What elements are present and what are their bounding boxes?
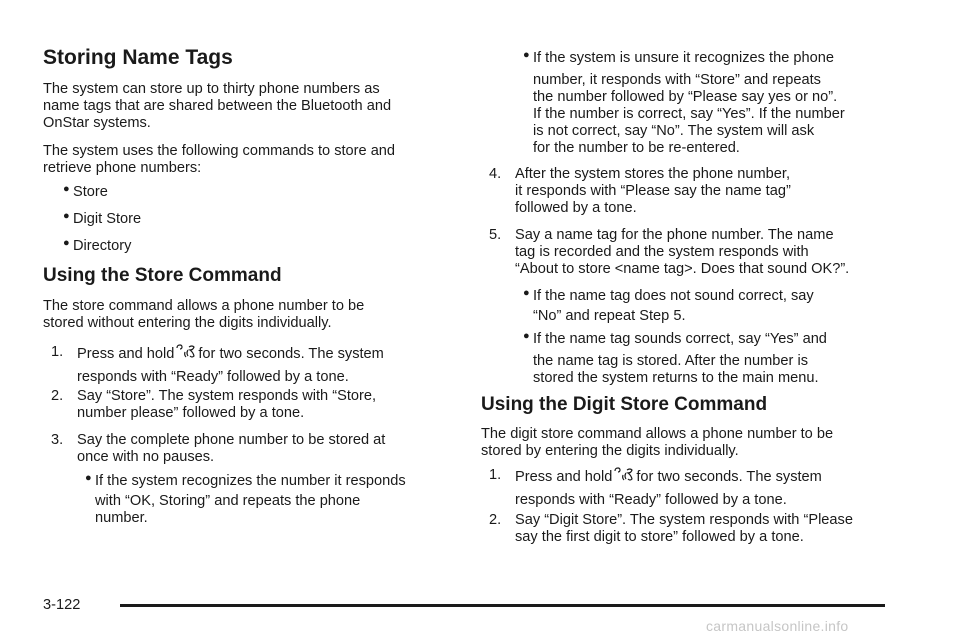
bullet-icon: ●: [63, 183, 70, 195]
text-line: retrieve phone numbers:: [43, 160, 202, 176]
step-3-bullet-recognized: [85, 472, 406, 527]
text-line: is not correct, say “No”. The system will ask: [533, 123, 815, 139]
text-line: Say “Store”. The system responds with “Store,: [77, 388, 377, 404]
step-1: [51, 344, 451, 384]
bullet-icon: ●: [523, 287, 530, 299]
text-line: If the name tag does not sound correct, say: [533, 288, 814, 304]
section-heading-store-command: Using the Store Command: [43, 265, 282, 286]
step-3-bullet-unsure: [523, 49, 845, 157]
step-number: 1.: [51, 344, 64, 360]
step-number: 2.: [51, 388, 64, 404]
text-line: responds with “Ready” followed by a tone.: [77, 369, 349, 385]
step-text: Press and hold: [77, 346, 175, 362]
watermark: carmanualsonline.info: [706, 618, 849, 634]
step-3: [51, 432, 451, 468]
text-line: stored the system returns to the main menu.: [533, 370, 819, 386]
text-line: it responds with “Please say the name tag”: [515, 183, 791, 199]
bullet-icon: ●: [523, 49, 530, 61]
text-line: If the name tag sounds correct, say “Yes” and: [533, 331, 827, 347]
step-body: [77, 388, 376, 422]
text-line: If the number is correct, say “Yes”. If the number: [533, 106, 845, 122]
step-body: [515, 166, 791, 217]
command-label: Store: [73, 184, 108, 200]
text-line: the number followed by “Please say yes or no”.: [533, 89, 838, 105]
text-line: If the system is unsure it recognizes the phone: [533, 50, 834, 66]
command-list-item: [63, 210, 142, 228]
text-line: number, it responds with “Store” and repeats: [533, 72, 821, 88]
step-body: [77, 432, 385, 466]
footer-divider: [120, 604, 885, 607]
command-list-item: [63, 237, 132, 255]
step-text: for two seconds. The system: [636, 469, 822, 485]
text-line: The digit store command allows a phone number to be: [481, 426, 834, 442]
bullet-icon: ●: [85, 472, 92, 484]
step-body: [515, 467, 822, 509]
step-5: [489, 227, 899, 281]
text-line: name tags that are shared between the Bluetooth and: [43, 98, 392, 114]
step-5-bullet-incorrect: [523, 287, 814, 325]
text-line: OnStar systems.: [43, 115, 151, 131]
text-line: stored without entering the digits individually.: [43, 315, 332, 331]
text-line: with “OK, Storing” and repeats the phone: [95, 493, 361, 509]
step-number: 5.: [489, 227, 502, 243]
bullet-icon: ●: [63, 210, 70, 222]
text-line: followed by a tone.: [515, 200, 637, 216]
store-command-intro: [43, 298, 364, 332]
intro-paragraph-1: [43, 81, 391, 132]
text-line: The system uses the following commands to store and: [43, 143, 396, 159]
text-line: The system can store up to thirty phone numbers as: [43, 81, 380, 97]
step-text: for two seconds. The system: [198, 346, 384, 362]
text-line: Say the complete phone number to be stored at: [77, 432, 386, 448]
page-number: 3-122: [43, 597, 81, 613]
text-line: say the first digit to store” followed by a tone.: [515, 529, 804, 545]
bullet-icon: ●: [523, 330, 530, 342]
step-body: [515, 512, 853, 546]
section-heading-storing-name-tags: Storing Name Tags: [43, 46, 233, 69]
bullet-icon: ●: [63, 237, 70, 249]
push-to-talk-icon: [175, 344, 196, 360]
push-to-talk-icon: [613, 467, 634, 483]
step-text: Press and hold: [515, 469, 613, 485]
section-heading-digit-store-command: Using the Digit Store Command: [481, 394, 768, 415]
text-line: the name tag is stored. After the number is: [533, 353, 808, 369]
step-number: 3.: [51, 432, 64, 448]
step-body: [515, 227, 849, 278]
text-line: “No” and repeat Step 5.: [533, 308, 686, 324]
text-line: tag is recorded and the system responds with: [515, 244, 809, 260]
text-line: Say a name tag for the phone number. The name: [515, 227, 834, 243]
step-body: [77, 344, 384, 386]
text-line: After the system stores the phone number,: [515, 166, 790, 182]
command-label: Directory: [73, 238, 132, 254]
step-number: 4.: [489, 166, 502, 182]
step-number: 2.: [489, 512, 502, 528]
digit-step-2: [489, 512, 909, 548]
text-line: The store command allows a phone number to be: [43, 298, 365, 314]
text-line: number.: [95, 510, 148, 526]
text-line: “About to store <name tag>. Does that sound OK?”.: [515, 261, 850, 277]
text-line: once with no pauses.: [77, 449, 215, 465]
step-4: [489, 166, 889, 220]
text-line: Say “Digit Store”. The system responds with “Please: [515, 512, 853, 528]
step-2: [51, 388, 451, 424]
intro-paragraph-2: [43, 143, 395, 177]
digit-store-intro: [481, 426, 833, 460]
step-number: 1.: [489, 467, 502, 483]
text-line: stored by entering the digits individually.: [481, 443, 739, 459]
digit-step-1: [489, 467, 899, 507]
text-line: If the system recognizes the number it responds: [95, 473, 406, 489]
text-line: for the number to be re-entered.: [533, 140, 740, 156]
step-5-bullet-correct: [523, 330, 827, 387]
command-list-item: [63, 183, 108, 201]
text-line: number please” followed by a tone.: [77, 405, 305, 421]
command-label: Digit Store: [73, 211, 142, 227]
text-line: responds with “Ready” followed by a tone.: [515, 492, 787, 508]
